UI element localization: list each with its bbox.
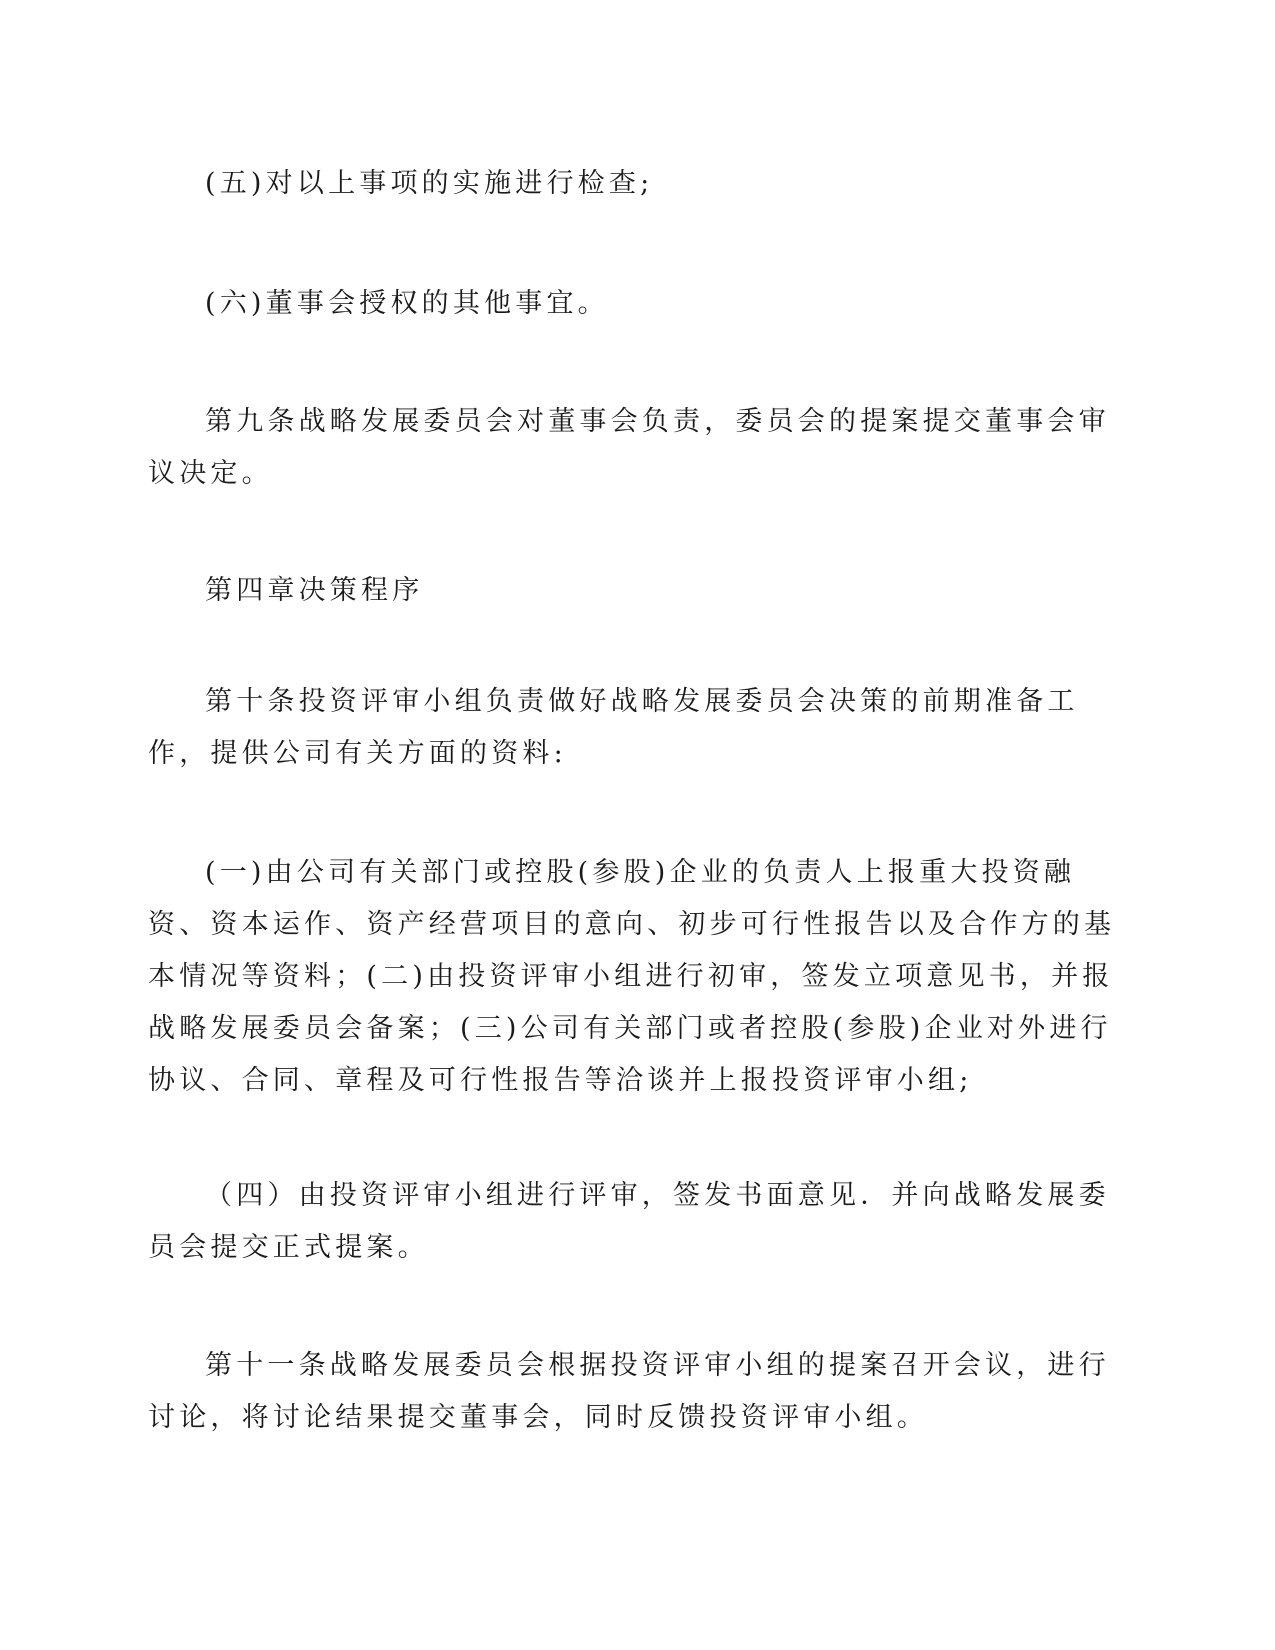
- paragraph-article-10: 第十条投资评审小组负责做好战略发展委员会决策的前期准备工作，提供公司有关方面的资料:: [148, 686, 1079, 769]
- paragraph-item-6: (六)董事会授权的其他事宜。: [205, 288, 609, 319]
- paragraph-article-9: 第九条战略发展委员会对董事会负责，委员会的提案提交董事会审议决定。: [148, 406, 1110, 489]
- paragraph-article-11: 第十一条战略发展委员会根据投资评审小组的提案召开会议，进行讨论，将讨论结果提交董事会，同时反馈投资评审小组。: [148, 1350, 1110, 1433]
- paragraph-items-1-3: (一)由公司有关部门或控股(参股)企业的负责人上报重大投资融资、资本运作、资产经营项目的意向、初步可行性报告以及合作方的基本情况等资料；(二)由投资评审小组进行初审，签发立项意见书，并报战略发展委员会备案；(三)公司有关部门或者控股(参股)企业对外进行协议、合同、章程及可行性报告等洽谈并上报投资评审小组;: [148, 857, 1116, 1096]
- chapter-heading: 第四章决策程序: [205, 575, 424, 606]
- paragraph-item-5: (五)对以上事项的实施进行检查;: [205, 168, 654, 199]
- paragraph-item-4: （四）由投资评审小组进行评审，签发书面意见．并向战略发展委员会提交正式提案。: [148, 1180, 1110, 1263]
